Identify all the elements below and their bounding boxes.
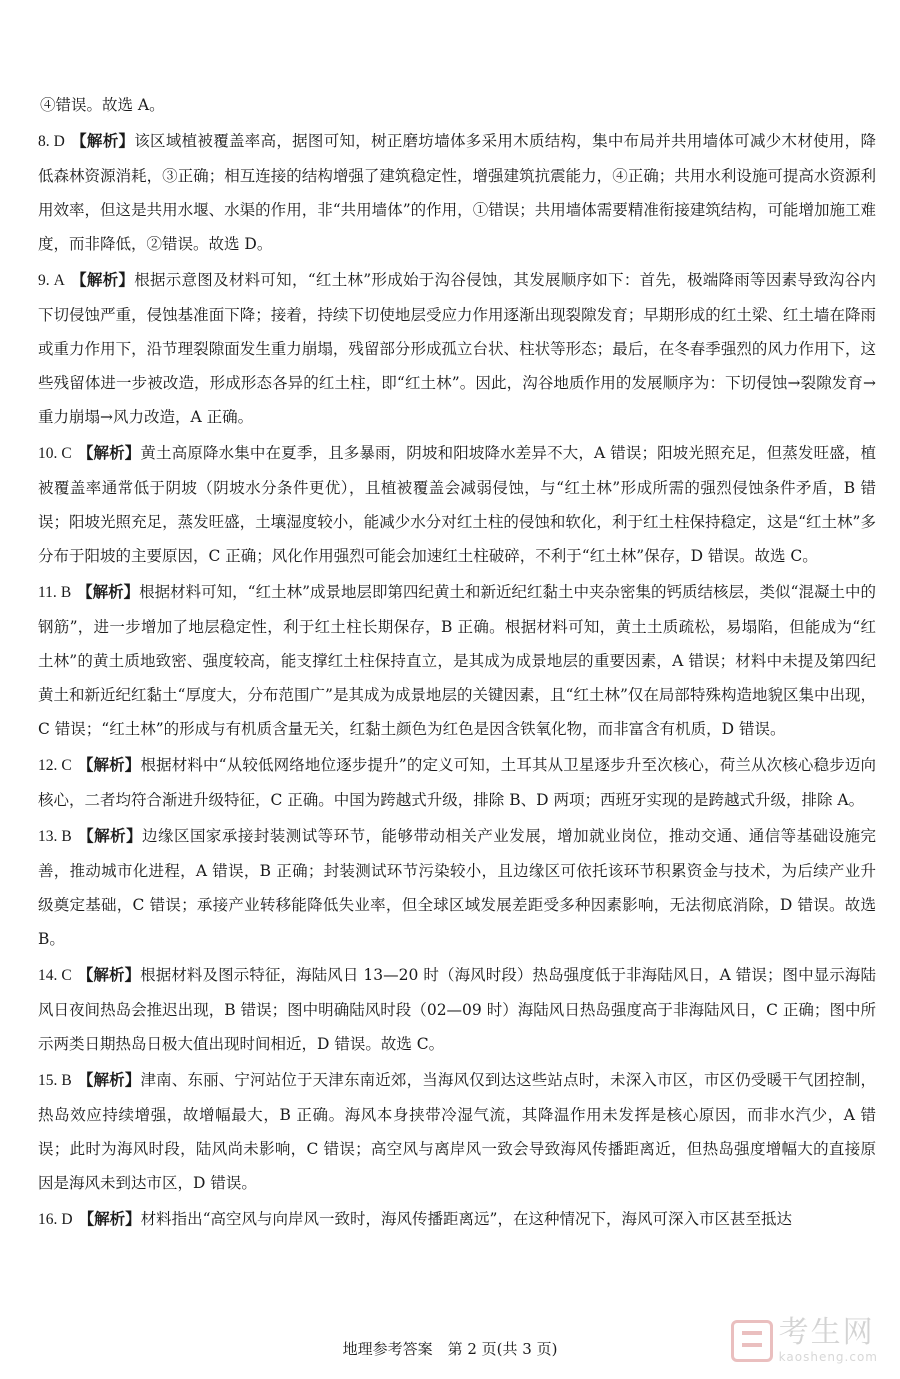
answer-letter: C xyxy=(61,445,72,462)
answer-item xyxy=(38,263,876,434)
analysis-text: 根据材料可知，“红土林”成景地层即第四纪黄土和新近纪红黏土中夹杂密集的钙质结核层，类似“混凝土中的钢筋”，进一步增加了地层稳定性，利于红土柱长期保存，B 正确。根据材料可知，黄土土质疏松，易塌陷，但能成为“红土林”的黄土质地致密、强度较高，能支撑红土柱保持直立，是其成为成景地层的重要因素，A 错误；材料中未提及第四纪黄土和新近纪红黏土“厚度大，分布范围广”是其成为成景地层的关键因素，且“红土林”仅在局部特殊构造地貌区集中出现，C 错误；“红土林”的形成与有机质含量无关，红黏土颜色为红色是因含铁氧化物，而非富含有机质，D 错误。 xyxy=(38,583,876,738)
answer-item xyxy=(38,958,876,1061)
watermark-text: 考生网 xyxy=(778,1315,875,1350)
analysis-tag: 【解析】 xyxy=(77,755,141,774)
analysis-text: 边缘区国家承接封装测试等环节，能够带动相关产业发展，增加就业岗位，推动交通、通信等基础设施完善，推动城市化进程，A 错误，B 正确；封装测试环节污染较小，且边缘区可依托该环节积累资金与技术，为后续产业升级奠定基础，C 错误；承接产业转移能降低失业率，但全球区域发展差距受多种因素影响，无法彻底消除，D 错误。故选 B。 xyxy=(38,827,876,948)
answer-item xyxy=(38,124,876,261)
analysis-tag: 【解析】 xyxy=(70,270,135,289)
analysis-text: 津南、东丽、宁河站位于天津东南近郊，当海风仅到达这些站点时，未深入市区，市区仍受暖干气团控制，热岛效应持续增强，故增幅最大，B 正确。海风本身挟带冷湿气流，其降温作用未发挥是核心原因，而非水汽少，A 错误；此时为海风时段，陆风尚未影响，C 错误；高空风与离岸风一致会导致海风传播距离近，但热岛强度增幅大的直接原因是海风未到达市区，D 错误。 xyxy=(38,1071,876,1192)
answer-item xyxy=(38,575,876,746)
question-number: 9. xyxy=(38,272,50,289)
question-number: 15. xyxy=(38,1072,58,1089)
answer-letter: D xyxy=(61,1211,73,1228)
analysis-tag: 【解析】 xyxy=(77,1070,141,1089)
watermark-logo-icon xyxy=(731,1320,773,1362)
lead-line: ④错误。故选 A。 xyxy=(40,96,165,114)
analysis-tag: 【解析】 xyxy=(77,826,143,845)
question-number: 11. xyxy=(38,584,57,601)
analysis-text: 根据示意图及材料可知，“红土林”形成始于沟谷侵蚀，其发展顺序如下：首先，极端降雨等因素导致沟谷内下切侵蚀严重，侵蚀基准面下降；接着，持续下切使地层受应力作用逐渐出现裂隙发育；早期形成的红土梁、红土墙在降雨或重力作用下，沿节理裂隙面发生重力崩塌，残留部分形成孤立台状、柱状等形态；最后，在冬春季强烈的风力作用下，这些残留体进一步被改造，形成形态各异的红土柱，即“红土林”。因此，沟谷地质作用的发展顺序为：下切侵蚀→裂隙发育→重力崩塌→风力改造，A 正确。 xyxy=(38,271,876,426)
answer-letter: B xyxy=(61,1072,72,1089)
analysis-text: 根据材料及图示特征，海陆风日 13—20 时（海风时段）热岛强度低于非海陆风日，A 错误；图中显示海陆风日夜间热岛会推迟出现，B 错误；图中明确陆风时段（02—09 时）海陆风日热岛强度高于非海陆风日，C 正确；图中所示两类日期热岛日极大值出现时间相近，D 错误。故选 C。 xyxy=(38,966,876,1053)
answer-letter: D xyxy=(53,133,65,150)
question-number: 10. xyxy=(38,445,58,462)
answer-list xyxy=(38,124,876,1237)
answer-letter: B xyxy=(61,828,72,845)
answer-item xyxy=(38,819,876,956)
answer-page xyxy=(38,88,876,1237)
answer-item xyxy=(38,1202,876,1237)
question-number: 14. xyxy=(38,967,58,984)
answer-item xyxy=(38,436,876,573)
analysis-tag: 【解析】 xyxy=(78,1209,141,1228)
analysis-text: 黄土高原降水集中在夏季，且多暴雨，阴坡和阳坡降水差异不大，A 错误；阳坡光照充足，但蒸发旺盛，植被覆盖率通常低于阴坡（阴坡水分条件更优），且植被覆盖会减弱侵蚀，与“红土林”形成所需的强烈侵蚀条件矛盾，B 错误；阳坡光照充足，蒸发旺盛，土壤湿度较小，能减少水分对红土柱的侵蚀和软化，利于红土柱保持稳定，这是“红土林”多分布于阳坡的主要原因，C 正确；风化作用强烈可能会加速红土柱破碎，不利于“红土林”保存，D 错误。故选 C。 xyxy=(38,444,876,565)
watermark xyxy=(731,1315,878,1364)
answer-item xyxy=(38,748,876,817)
analysis-text: 该区域植被覆盖率高，据图可知，树正磨坊墙体多采用木质结构，集中布局并共用墙体可减少木材使用，降低森林资源消耗，③正确；相互连接的结构增强了建筑稳定性，增强建筑抗震能力，④正确；共用水利设施可提高水资源利用效率，但这是共用水堰、水渠的作用，非“共用墙体”的作用，①错误；共用墙体需要精准衔接建筑结构，可能增加施工难度，而非降低，②错误。故选 D。 xyxy=(38,132,876,253)
answer-letter: B xyxy=(60,584,72,601)
analysis-text: 根据材料中“从较低网络地位逐步提升”的定义可知，土耳其从卫星逐步升至次核心，荷兰从次核心稳步迈向核心，二者均符合渐进升级特征，C 正确。中国为跨越式升级，排除 B、D 两项；西班牙实现的是跨越式升级，排除 A。 xyxy=(38,756,876,809)
question-number: 12. xyxy=(38,757,58,774)
question-number: 16. xyxy=(38,1211,58,1228)
question-number: 13. xyxy=(38,828,58,845)
analysis-tag: 【解析】 xyxy=(77,965,141,984)
answer-letter: C xyxy=(61,757,72,774)
watermark-url: kaosheng.com xyxy=(778,1350,878,1364)
analysis-tag: 【解析】 xyxy=(70,131,135,150)
page-footer: 地理参考答案 第 2 页(共 3 页) xyxy=(342,1340,558,1358)
answer-letter: A xyxy=(53,272,65,289)
answer-item xyxy=(38,1063,876,1200)
question-number: 8. xyxy=(38,133,50,150)
analysis-text: 材料指出“高空风与向岸风一致时，海风传播距离远”，在这种情况下，海风可深入市区甚至抵达 xyxy=(140,1210,792,1228)
answer-letter: C xyxy=(61,967,72,984)
analysis-tag: 【解析】 xyxy=(77,582,140,601)
analysis-tag: 【解析】 xyxy=(77,443,141,462)
